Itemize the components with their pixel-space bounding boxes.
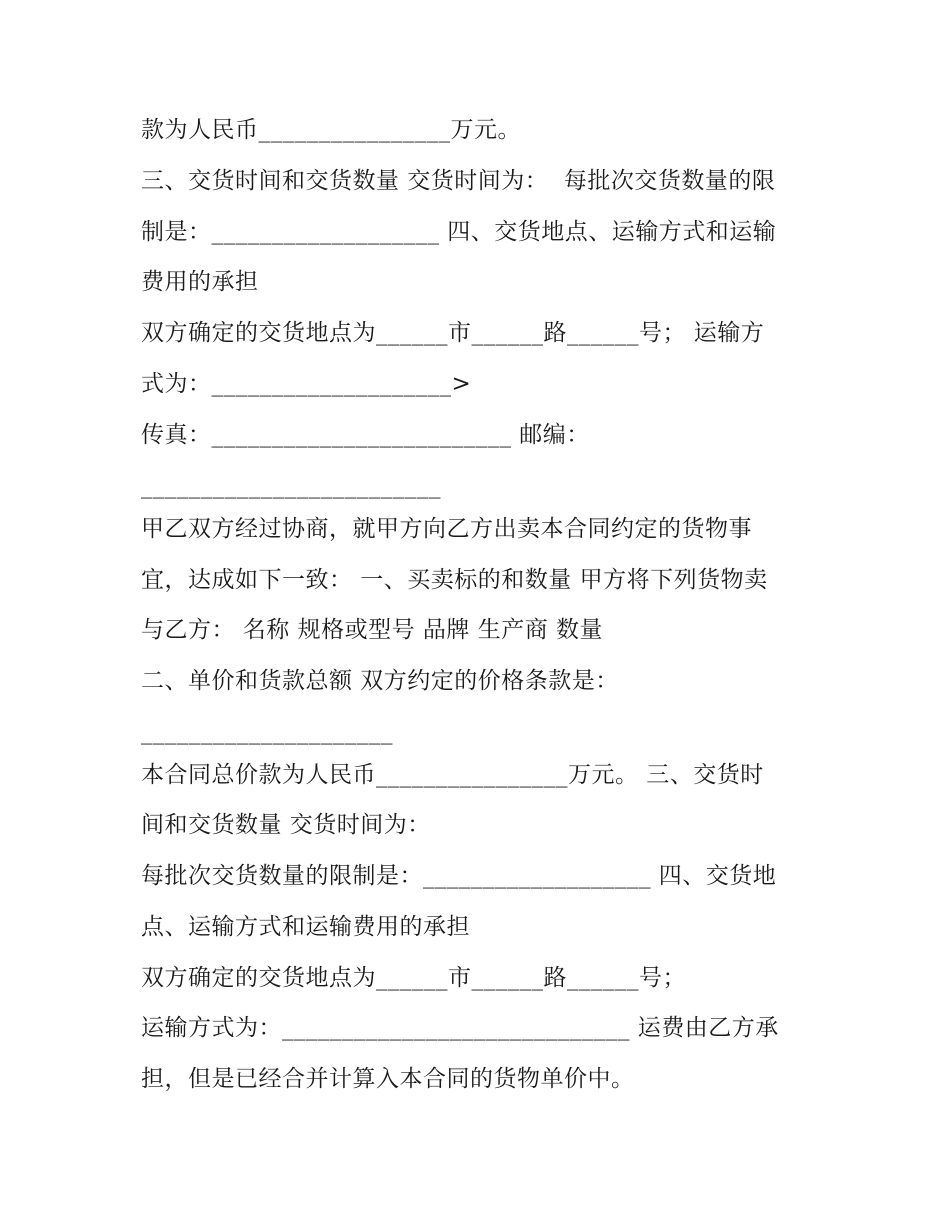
text-line: 双方确定的交货地点为______市______路______号； [141, 965, 686, 991]
text-line: 式为：____________________> [141, 371, 472, 397]
text-line: 点、运输方式和运输费用的承担 [141, 914, 470, 940]
text-line: 本合同总价款为人民币________________万元。 三、交货时 [141, 762, 764, 788]
text-line: 甲乙双方经过协商，就甲方向乙方出卖本合同约定的货物事 [141, 516, 752, 542]
text-line: 制是：___________________ 四、交货地点、运输方式和运输 [141, 219, 777, 245]
text-line: 每批次交货数量的限制是：___________________ 四、交货地 [141, 863, 777, 889]
text-line: 与乙方： 名称 规格或型号 品牌 生产商 数量 [141, 617, 604, 643]
text-line: 运输方式为：_____________________________ 运费由乙方承 [141, 1015, 779, 1041]
text-line: _________________________ [141, 473, 441, 499]
text-line: 双方确定的交货地点为______市______路______号； 运输方 [141, 320, 765, 346]
text-line: 三、交货时间和交货数量 交货时间为： 每批次交货数量的限 [141, 168, 776, 194]
text-line: 二、单价和货款总额 双方约定的价格条款是： [141, 668, 619, 694]
text-line: 传真：_________________________ 邮编： [141, 422, 590, 448]
text-line: 款为人民币________________万元。 [141, 117, 521, 143]
text-line: 担，但是已经合并计算入本合同的货物单价中。 [141, 1066, 635, 1092]
text-line: 费用的承担 [141, 269, 259, 295]
text-line: 宜，达成如下一致： 一、买卖标的和数量 甲方将下列货物卖 [141, 567, 768, 593]
text-line: 间和交货数量 交货时间为： [141, 812, 431, 838]
text-line: _____________________ [141, 719, 393, 745]
